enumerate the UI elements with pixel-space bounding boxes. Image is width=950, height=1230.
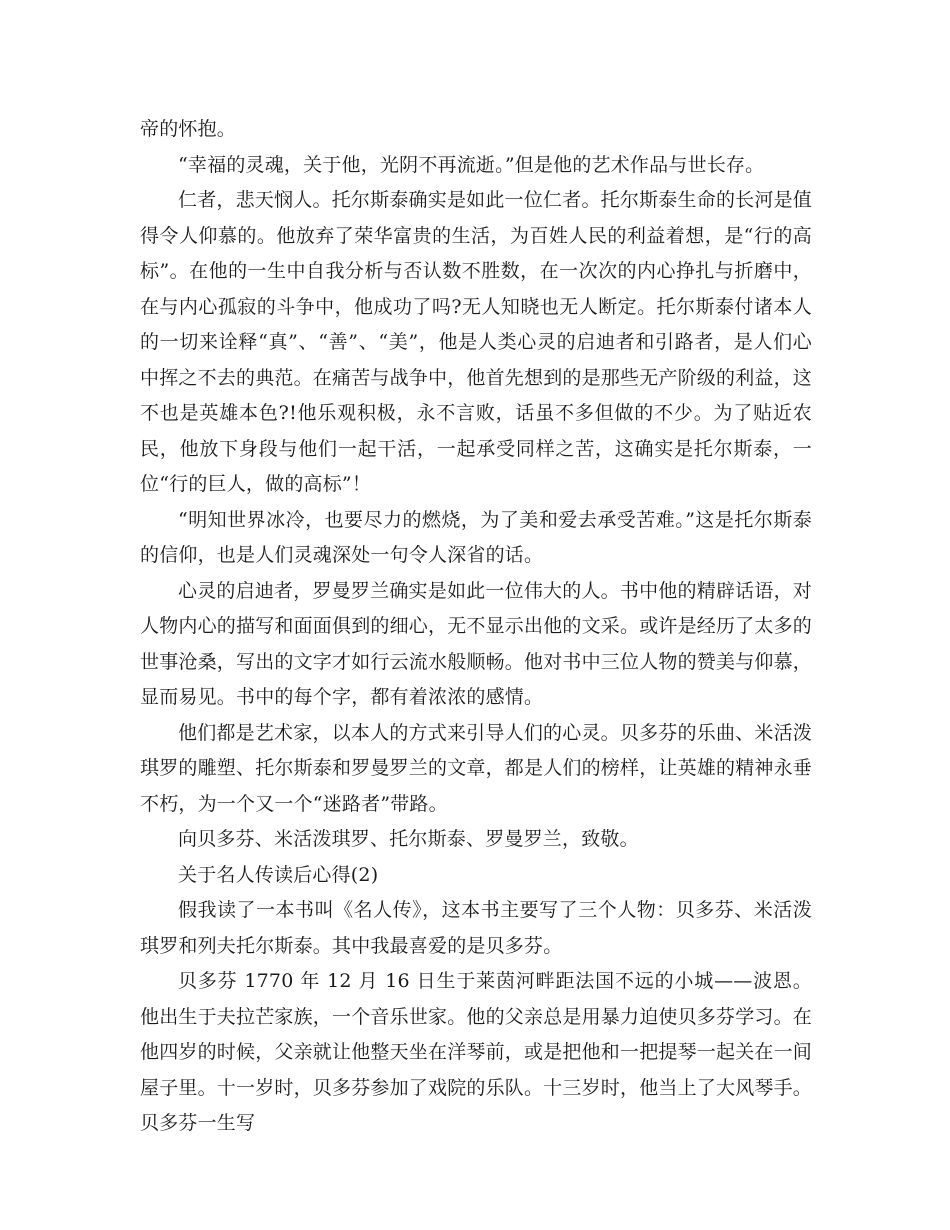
paragraph-6: 他们都是艺术家，以本人的方式来引导人们的心灵。贝多芬的乐曲、米活泼琪罗的雕塑、托尔斯泰和罗曼罗兰的文章，都是人们的榜样，让英雄的精神永垂不朽，为一个又一个“迷路者”带路。: [140, 721, 813, 815]
paragraph-1: 帝的怀抱。: [140, 118, 237, 140]
paragraph-9: 贝多芬 1770 年 12 月 16 日生于莱茵河畔距法国不远的小城——波恩。他出生于夫拉芒家族，一个音乐世家。他的父亲总是用暴力迫使贝多芬学习。在他四岁的时候，父亲就让他整天坐在洋琴前，或是把他和一把提琴一起关在一间屋子里。十一岁时，贝多芬参加了戏院的乐队。十三岁时，他当上了大风琴手。贝多芬一生写: [140, 970, 813, 1134]
paragraph-8: 假我读了一本书叫《名人传》，这本书主要写了三个人物：贝多芬、米活泼琪罗和列夫托尔斯泰。其中我最喜爱的是贝多芬。: [140, 899, 812, 957]
paragraph-7: 向贝多芬、米活泼琪罗、托尔斯泰、罗曼罗兰，致敬。: [178, 828, 639, 850]
document-body: [140, 112, 812, 1142]
paragraph-3: 仁者，悲天悯人。托尔斯泰确实是如此一位仁者。托尔斯泰生命的长河是值得令人仰慕的。他放弃了荣华富贵的生活，为百姓人民的利益着想，是“行的高标”。在他的一生中自我分析与否认数不胜数，在一次次的内心挣扎与折磨中，在与内心孤寂的斗争中，他成功了吗?无人知晓也无人断定。托尔斯泰付诸本人的一切来诠释“真”、“善”、“美”，他是人类心灵的启迪者和引路者，是人们心中挥之不去的典范。在痛苦与战争中，他首先想到的是那些无产阶级的利益，这不也是英雄本色?!他乐观积极，永不言败，话虽不多但做的不少。为了贴近农民，他放下身段与他们一起干活，一起承受同样之苦，这确实是托尔斯泰，一位“行的巨人，做的高标”！: [140, 189, 813, 495]
section-heading: 关于名人传读后心得(2): [178, 863, 379, 886]
paragraph-2: “幸福的灵魂，关于他，光阴不再流逝。”但是他的艺术作品与世长存。: [178, 153, 765, 176]
paragraph-5: 心灵的启迪者，罗曼罗兰确实是如此一位伟大的人。书中他的精辟话语，对人物内心的描写和面面俱到的细心，无不显示出他的文采。或许是经历了太多的世事沧桑，写出的文字才如行云流水般顺畅。他对书中三位人物的赞美与仰慕，显而易见。书中的每个字，都有着浓浓的感情。: [140, 579, 813, 708]
paragraph-4: “明知世界冰冷，也要尽力的燃烧，为了美和爱去承受苦难。”这是托尔斯泰的信仰，也是人们灵魂深处一句令人深省的话。: [140, 508, 812, 566]
